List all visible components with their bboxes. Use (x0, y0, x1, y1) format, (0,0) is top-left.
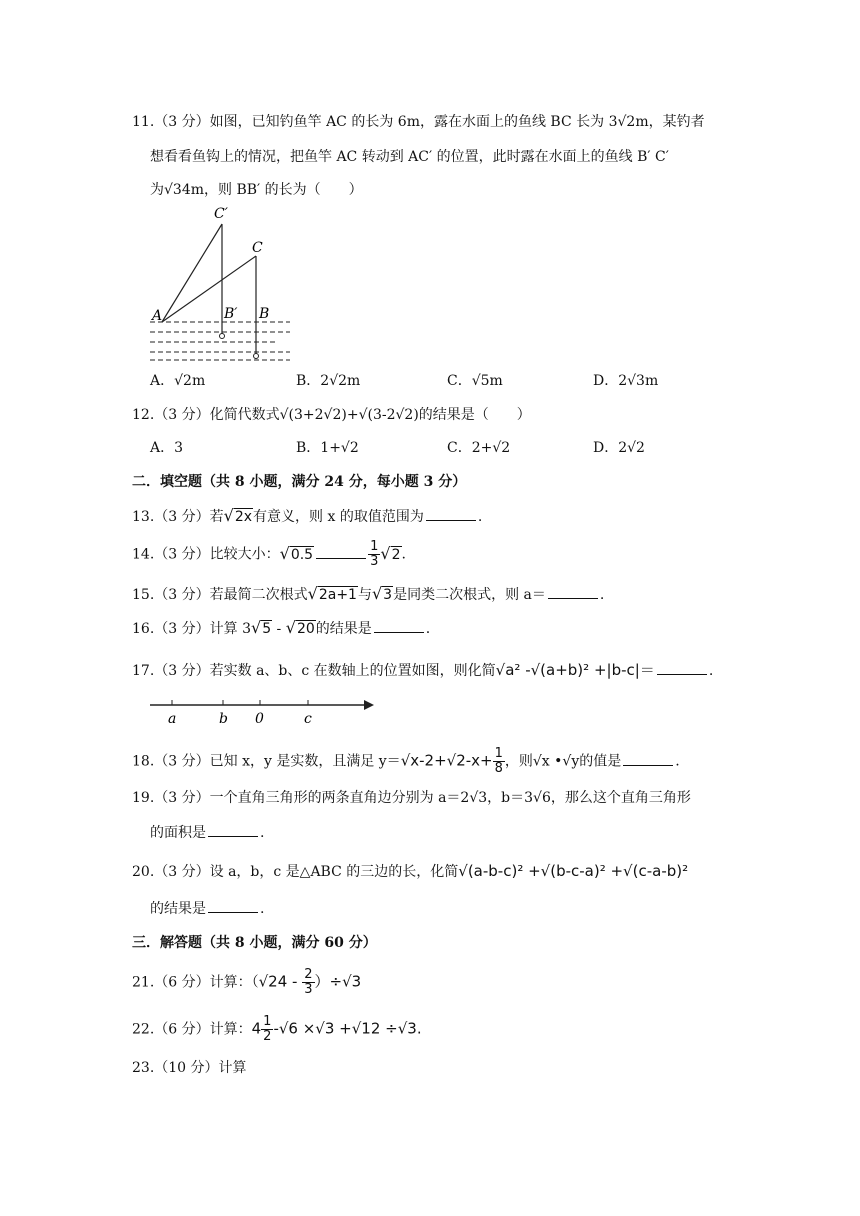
q11-figure (148, 204, 298, 366)
q16: 16.（3 分）计算 3√5 - √20的结果是 . (132, 618, 431, 637)
q11-option-b[interactable]: B．2√2m (296, 373, 361, 389)
q11-option-a[interactable]: A．√2m (150, 373, 206, 389)
q17-answer-blank[interactable] (657, 660, 707, 675)
q13: 13.（3 分）若√2x有意义，则 x 的取值范围为 . (132, 506, 483, 525)
q19-answer-blank[interactable] (208, 822, 258, 837)
label-c: C (252, 240, 263, 256)
q12-stem: 12.（3 分）化简代数式√(3+2√2)+√(3-2√2)的结果是（ ） (132, 407, 531, 423)
section-fill-in-heading: 二．填空题（共 8 小题，满分 24 分，每小题 3 分） (132, 474, 467, 490)
q12-option-c[interactable]: C．2+√2 (447, 440, 511, 456)
axis-label-0: 0 (255, 711, 264, 727)
q13-answer-blank[interactable] (426, 506, 476, 521)
q11-option-d[interactable]: D．2√3m (593, 373, 659, 389)
q15-answer-blank[interactable] (548, 584, 598, 599)
rod-ac-prime (162, 224, 222, 322)
q20-line1: 20.（3 分）设 a，b，c 是△ABC 的三边的长，化简√(a-b-c)² +√(b-c-a)² +√(c-a-b)² (132, 862, 689, 880)
q21: 21.（6 分）计算：（√24 - $\frac{2}{3}$ ）÷√3 (132, 967, 362, 997)
rod-ac (162, 256, 256, 322)
q17: 17.（3 分）若实数 a、b、c 在数轴上的位置如图，则化简√a² -√(a+b)² +|b-c|＝ . (132, 661, 714, 679)
q12-option-b[interactable]: B．1+√2 (296, 440, 359, 456)
label-a: A (152, 308, 163, 324)
q14-answer-blank[interactable] (316, 544, 366, 559)
label-b: B (259, 306, 270, 322)
q12-option-a[interactable]: A．3 (150, 440, 184, 456)
label-b-prime: B′ (224, 306, 238, 322)
q11-line3: 为√34m，则 BB′ 的长为（ ） (150, 182, 363, 198)
q15: 15.（3 分）若最简二次根式√2a+1与√3是同类二次根式，则 a＝ . (132, 584, 605, 603)
axis-label-c: c (304, 711, 312, 727)
q23: 23.（10 分）计算 (132, 1060, 247, 1076)
q14: 14.（3 分）比较大小：√0.5 $\frac{1}{3}$ √2. (132, 539, 406, 569)
q17-number-line (148, 694, 378, 728)
q11-option-c[interactable]: C．√5m (447, 373, 503, 389)
q19-line1: 19.（3 分）一个直角三角形的两条直角边分别为 a＝2√3，b＝3√6，那么这个直角三角形 (132, 790, 691, 806)
q20-line2: 的结果是 . (150, 898, 264, 919)
section-answer-heading: 三．解答题（共 8 小题，满分 60 分） (132, 935, 377, 951)
q11-line2: 想看看鱼钩上的情况，把鱼竿 AC 转动到 AC′ 的位置，此时露在水面上的鱼线 B′ C′ (150, 149, 669, 165)
axis-label-b: b (219, 711, 228, 727)
axis-label-a: a (168, 711, 177, 727)
q20-answer-blank[interactable] (208, 898, 258, 913)
q18-answer-blank[interactable] (623, 751, 673, 766)
label-c-prime: C′ (214, 206, 228, 222)
q18: 18.（3 分）已知 x，y 是实数，且满足 y＝√x-2+√2-x+ $\frac{1}{8}$ ，则√x •√y的值是 . (132, 746, 680, 776)
q19-line2: 的面积是 . (150, 822, 264, 843)
q11-line1: 11.（3 分）如图，已知钓鱼竿 AC 的长为 6m，露在水面上的鱼线 BC 长为 3√2m，某钓者 (132, 114, 705, 130)
q16-answer-blank[interactable] (374, 618, 424, 633)
q12-option-d[interactable]: D．2√2 (593, 440, 645, 456)
q22: 22.（6 分）计算：4 $\frac{1}{2}$ -√6 ×√3 +√12 ÷√3. (132, 1014, 422, 1044)
